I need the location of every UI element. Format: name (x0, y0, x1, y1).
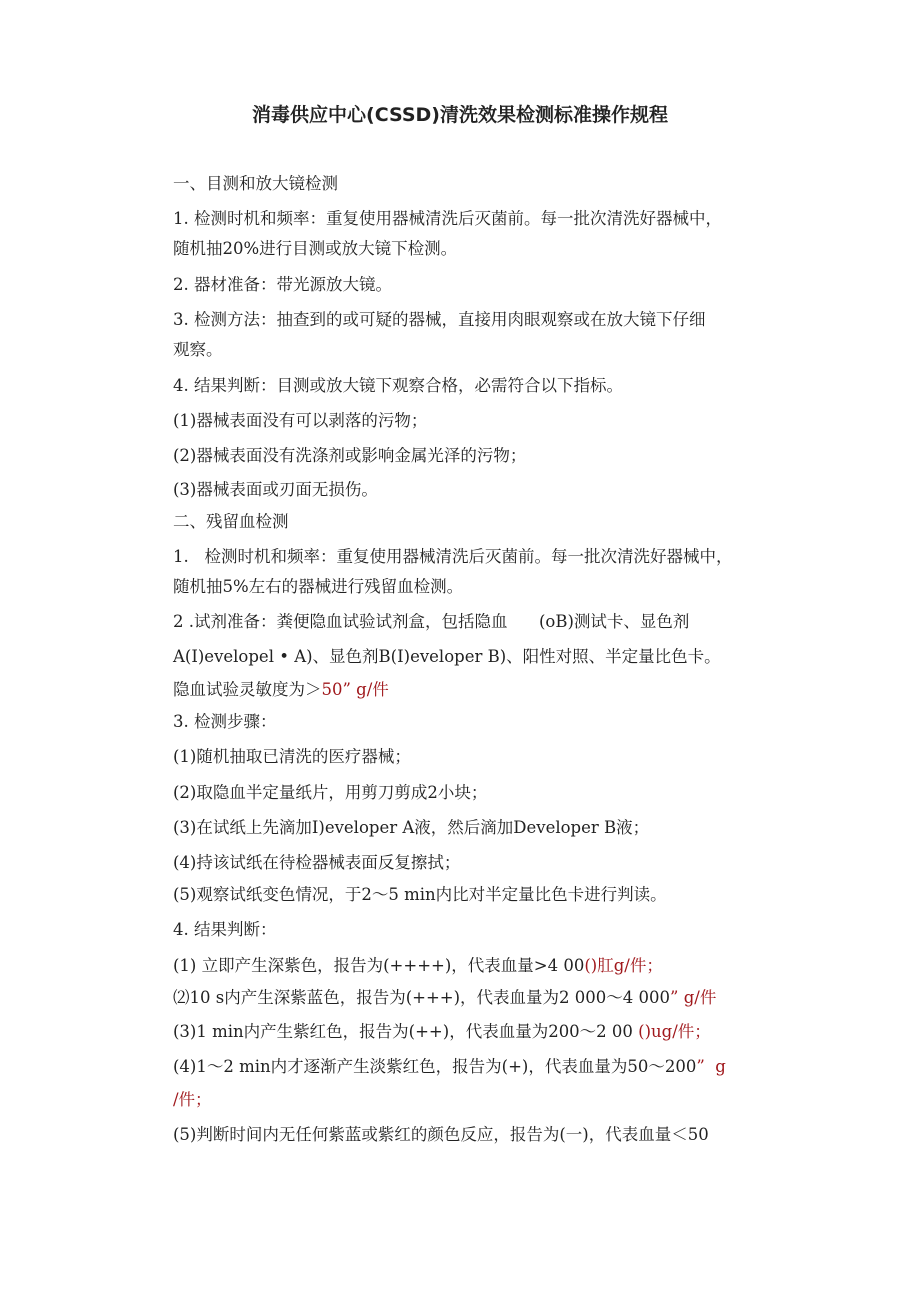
line-text: (3)1 min内产生紫红色，报告为(++)，代表血量为200～2 00 (173, 1022, 639, 1041)
paragraph-line (173, 479, 378, 501)
paragraph-line (173, 679, 389, 701)
line-red-text: ” g (696, 1057, 726, 1076)
line-text: (2)取隐血半定量纸片，用剪刀剪成2小块； (173, 783, 488, 802)
paragraph-line (173, 546, 732, 568)
paragraph-line (173, 274, 392, 296)
line-text: 随机抽20%进行目测或放大镜下检测。 (173, 239, 458, 258)
line-text: (3)在试纸上先滴加I)eveloper A液，然后滴加Developer B液； (173, 818, 650, 837)
line-text: (1)器械表面没有可以剥落的污物； (173, 411, 428, 430)
line-text: 二、残留血检测 (173, 512, 289, 531)
line-text: 一、目测和放大镜检测 (173, 174, 338, 193)
line-red-text: /件； (173, 1090, 212, 1109)
paragraph-line (173, 238, 457, 260)
line-red-text: ” g/件 (670, 988, 717, 1007)
paragraph-line (173, 339, 223, 361)
paragraph-line (173, 208, 722, 230)
paragraph-line (173, 1021, 711, 1043)
line-red-text: ()ug/件； (638, 1022, 711, 1041)
paragraph-line (173, 309, 706, 331)
paragraph-line (173, 1089, 212, 1111)
line-text: 2. 器材准备：带光源放大镜。 (173, 275, 392, 294)
line-text: (4)持该试纸在待检器械表面反复擦拭； (173, 853, 461, 872)
paragraph-line (173, 173, 338, 195)
paragraph-line (173, 611, 689, 633)
line-text: 3. 检测步骤： (173, 712, 277, 731)
line-text: 观察。 (173, 340, 223, 359)
line-text: 1. 检测时机和频率：重复使用器械清洗后灭菌前。每一批次清洗好器械中， (173, 209, 722, 228)
paragraph-line (173, 987, 716, 1009)
document-title: 消毒供应中心(CSSD)清洗效果检测标准操作规程 (252, 104, 668, 126)
line-text: 3. 检测方法：抽查到的或可疑的器械，直接用肉眼观察或在放大镜下仔细 (173, 310, 706, 329)
paragraph-line (173, 884, 667, 906)
line-text: (1) 立即产生深紫色，报告为(++++)，代表血量>4 00 (173, 956, 585, 975)
line-text: A(I)evelopel • A)、显色剂B(I)eveloper B)、阳性对照、半定量比色卡。 (173, 647, 721, 666)
line-text: 4. 结果判断：目测或放大镜下观察合格，必需符合以下指标。 (173, 376, 623, 395)
line-text: 2 .试剂准备：粪便隐血试验试剂盒，包括隐血 (oB)测试卡、显色剂 (173, 612, 690, 631)
paragraph-line (173, 711, 277, 733)
paragraph-line (173, 511, 289, 533)
line-text: 隐血试验灵敏度为＞ (173, 680, 322, 699)
paragraph-line (173, 375, 623, 397)
line-red-text: 50” g/件 (321, 680, 389, 699)
line-text: (5)观察试纸变色情况，于2～5 min内比对半定量比色卡进行判读。 (173, 885, 667, 904)
line-red-text: ()肛g/件； (584, 956, 663, 975)
line-text: (1)随机抽取已清洗的医疗器械； (173, 747, 411, 766)
paragraph-line (173, 919, 277, 941)
line-text: 1. 检测时机和频率：重复使用器械清洗后灭菌前。每一批次清洗好器械中， (173, 547, 733, 566)
paragraph-line (173, 746, 411, 768)
paragraph-line (173, 955, 663, 977)
line-text: ⑵10 s内产生深紫蓝色，报告为(+++)，代表血量为2 000～4 000 (173, 988, 671, 1007)
paragraph-line (173, 410, 427, 432)
line-text: (5)判断时间内无任何紫蓝或紫红的颜色反应，报告为(一)，代表血量＜50 (173, 1125, 709, 1144)
line-text: (3)器械表面或刃面无损伤。 (173, 480, 378, 499)
paragraph-line (173, 576, 463, 598)
paragraph-line (173, 1124, 709, 1146)
paragraph-line (173, 445, 526, 467)
paragraph-line (173, 1056, 726, 1078)
paragraph-line (173, 852, 460, 874)
paragraph-line (173, 817, 649, 839)
line-text: 4. 结果判断： (173, 920, 277, 939)
line-text: (4)1～2 min内才逐渐产生淡紫红色，报告为(+)，代表血量为50～200 (173, 1057, 697, 1076)
paragraph-line (173, 782, 487, 804)
paragraph-line (173, 646, 721, 668)
line-text: 随机抽5%左右的器械进行残留血检测。 (173, 577, 464, 596)
line-text: (2)器械表面没有洗涤剂或影响金属光泽的污物； (173, 446, 527, 465)
